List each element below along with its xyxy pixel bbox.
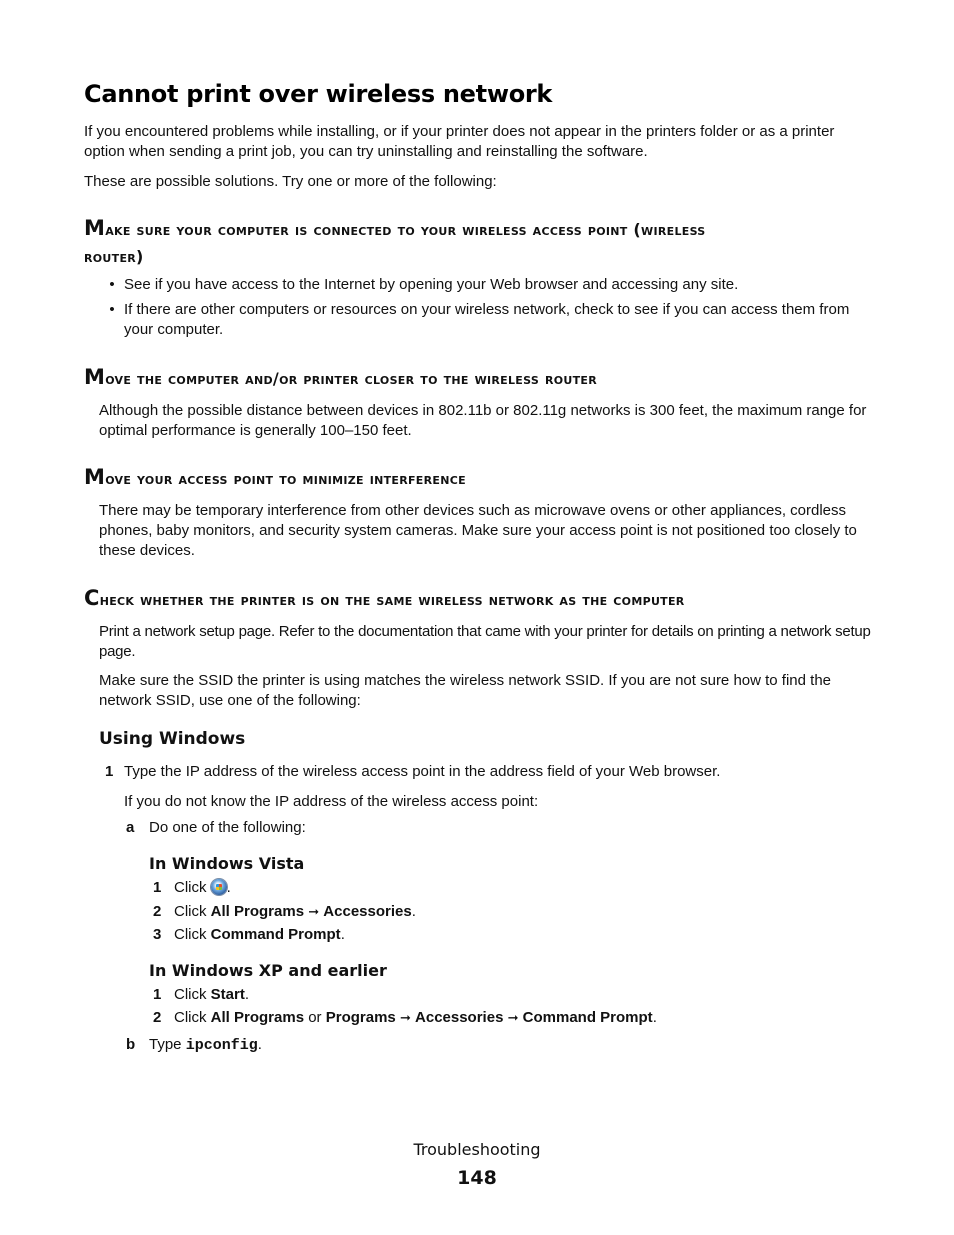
setup-page-paragraph: Print a network setup page. Refer to the documentation that came with your printer for details on printing a network setup page. xyxy=(99,623,871,660)
interference-paragraph: There may be temporary interference from other devices such as microwave ovens or other appliances, cordless phones, baby monitors, and security system cameras. Make sure your access point is not positioned too closely to these devices. xyxy=(99,502,857,559)
xp-step-1: Click Start. xyxy=(174,986,250,1003)
bullet-item-internet-access: See if you have access to the Internet by opening your Web browser and accessing any site. xyxy=(124,276,739,293)
section-heading-same-network: Check whether the printer is on the same wireless network as the computer xyxy=(84,586,685,610)
ipconfig-command: ipconfig xyxy=(185,1037,258,1054)
using-windows-heading: Using Windows xyxy=(99,729,246,749)
vista-step-number: 3 xyxy=(153,926,162,943)
substep-label-b: b xyxy=(126,1036,136,1053)
vista-step-2: Click All Programs ➞ Accessories. xyxy=(174,903,416,920)
xp-step-number: 2 xyxy=(153,1009,162,1026)
bullet-item-network-resources: If there are other computers or resources on your wireless network, check to see if you can access them from your computer. xyxy=(124,301,850,338)
section-heading-interference: Move your access point to minimize interference xyxy=(84,465,466,489)
vista-step-number: 2 xyxy=(153,903,162,920)
step-number: 1 xyxy=(105,763,114,780)
bullet-marker: • xyxy=(109,301,115,318)
section-heading-connected: Make sure your computer is connected to your wireless access point (wireless router) xyxy=(84,216,706,266)
windows-start-orb-icon xyxy=(211,879,227,895)
step-1-note: If you do not know the IP address of the wireless access point: xyxy=(124,793,539,810)
move-closer-paragraph: Although the possible distance between devices in 802.11b or 802.11g networks is 300 feet, the maximum range for optimal performance is generally 100–150 feet. xyxy=(99,402,867,439)
vista-step-1: Click . xyxy=(174,879,231,896)
xp-step-number: 1 xyxy=(153,986,162,1003)
intro-options-paragraph: These are possible solutions. Try one or more of the following: xyxy=(84,173,497,190)
xp-step-2: Click All Programs or Programs ➞ Accessories ➞ Command Prompt. xyxy=(174,1009,657,1026)
substep-b-text: Type ipconfig. xyxy=(149,1036,262,1054)
arrow-icon: ➞ xyxy=(399,1010,411,1025)
ssid-paragraph: Make sure the SSID the printer is using matches the wireless network SSID. If you are not sure how to find the network SSID, use one of the following: xyxy=(99,672,832,709)
vista-step-3: Click Command Prompt. xyxy=(174,926,345,943)
arrow-icon: ➞ xyxy=(308,904,320,919)
bullet-marker: • xyxy=(109,276,115,293)
vista-step-number: 1 xyxy=(153,879,162,896)
windows-xp-heading: In Windows XP and earlier xyxy=(149,961,387,980)
step-1-text: Type the IP address of the wireless access point in the address field of your Web browser. xyxy=(124,763,721,780)
footer-section-name: Troubleshooting xyxy=(413,1140,541,1159)
substep-a-text: Do one of the following: xyxy=(149,819,306,836)
page-number: 148 xyxy=(457,1167,497,1189)
intro-paragraph: If you encountered problems while installing, or if your printer does not appear in the printers folder or as a printer option when sending a print job, you can try uninstalling and reinstalling the software. xyxy=(84,123,835,160)
section-heading-move-closer: Move the computer and/or printer closer to the wireless router xyxy=(84,365,597,389)
substep-label-a: a xyxy=(126,819,135,836)
arrow-icon: ➞ xyxy=(507,1010,519,1025)
windows-vista-heading: In Windows Vista xyxy=(149,854,305,873)
page-title: Cannot print over wireless network xyxy=(84,80,553,108)
